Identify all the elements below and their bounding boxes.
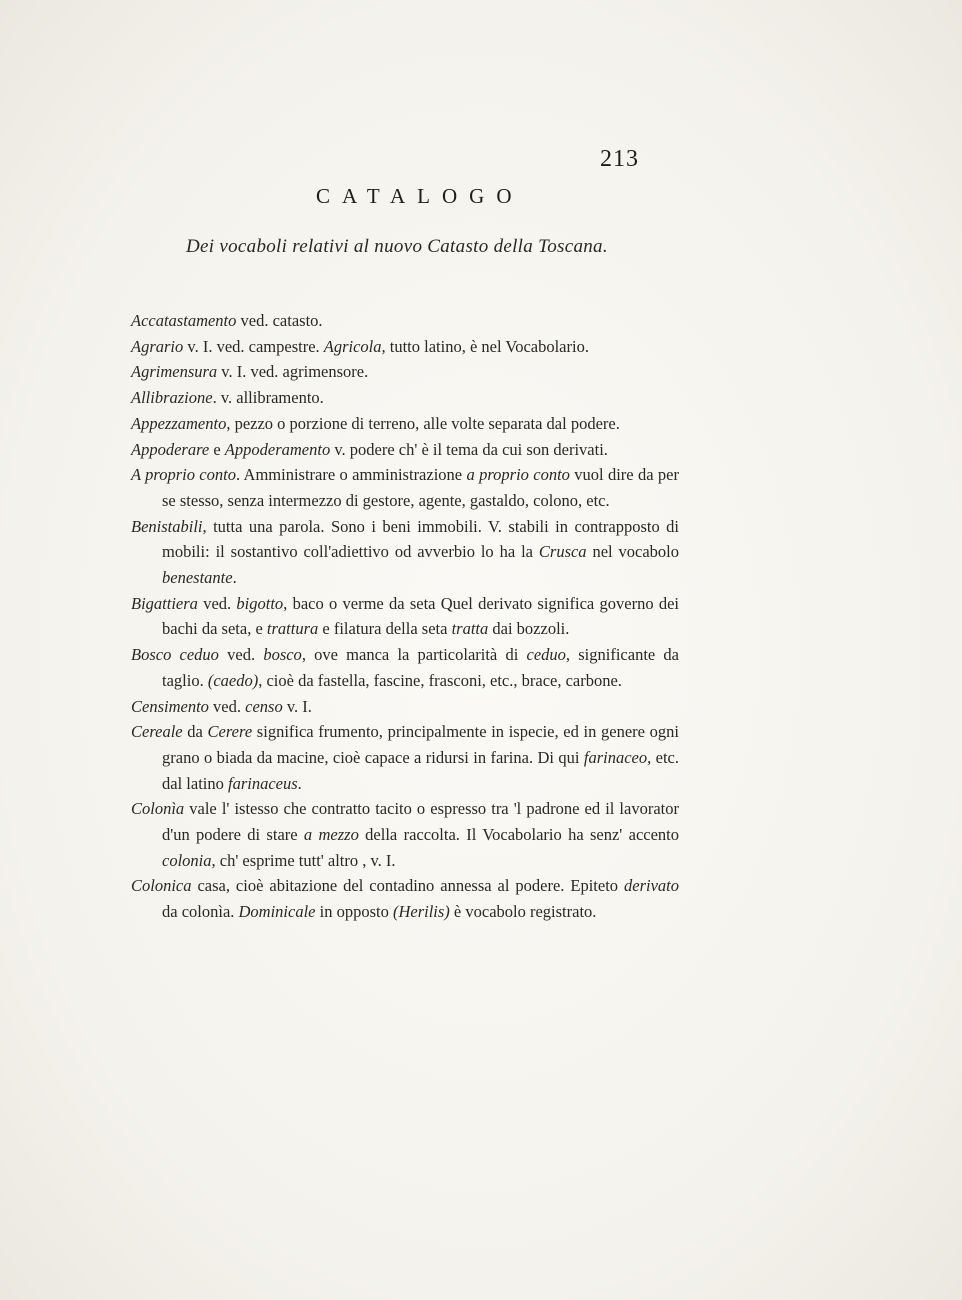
entry-term: Benistabili <box>131 516 203 536</box>
entry-text: , tutta una parola. Sono i beni immobili. V. stabili in contrapposto di mobili: il sostantivo coll'adiettivo od avverbio lo ha la <box>162 516 679 562</box>
entry-text: . Amministrare o amministrazione <box>235 465 467 485</box>
entry-term: Bigattiera <box>131 593 198 613</box>
catalog-entry <box>131 385 679 411</box>
entry-text: della raccolta. Il Vocabolario ha senz' accento <box>358 825 679 845</box>
entry-text: , pezzo o porzione di terreno, alle volte separata dal podere. <box>226 413 620 433</box>
entry-italic-text: tratta <box>451 619 489 639</box>
entry-text: e <box>209 439 225 459</box>
entry-text: nel vocabolo <box>586 542 680 562</box>
entry-term: Cereale <box>131 722 183 742</box>
entry-text: , ch' esprime tutt' altro , v. I. <box>211 850 396 870</box>
entry-italic-text: Crusca <box>538 542 587 562</box>
entry-italic-text: trattura <box>266 619 319 639</box>
entry-italic-text: colonia <box>162 850 212 870</box>
entry-italic-text: ceduo <box>526 645 566 665</box>
catalog-title: CATALOGO <box>316 184 524 208</box>
entry-italic-text: a proprio conto <box>466 465 570 485</box>
entry-text: significa frumento, principalmente in ispecie, ed in genere ogni grano o biada da macine, cioè capace a ridursi in farina. Di qui <box>162 722 680 767</box>
catalog-entry <box>131 462 679 513</box>
entry-text: , ove manca la particolarità di <box>301 645 527 665</box>
entry-italic-text: Cerere <box>207 722 253 742</box>
catalog-entry <box>131 719 679 796</box>
catalog-entry <box>131 796 679 873</box>
entry-term: Allibrazione <box>131 388 213 408</box>
entry-term: Agrario <box>131 336 184 356</box>
entry-term: A proprio conto <box>131 465 236 485</box>
entry-term: Colonica <box>131 876 192 896</box>
entry-italic-text: farinaceo <box>583 747 648 767</box>
entry-term: Appoderare <box>131 439 210 459</box>
entry-text: v. I. ved. agrimensore. <box>217 362 369 382</box>
entry-italic-text: a mezzo <box>303 825 359 845</box>
entry-text: casa, cioè abitazione del contadino annessa al podere. Epiteto <box>191 876 624 896</box>
catalog-entry <box>131 873 679 924</box>
entry-text: vuol dire da per se stesso, senza intermezzo di gestore, agente, gastaldo, colono, etc. <box>162 465 679 510</box>
entry-text: ved. <box>208 696 246 716</box>
entry-italic-text: (caedo) <box>207 670 259 690</box>
entry-text: è vocabolo registrato. <box>449 902 597 922</box>
entry-text: vale l' istesso che contratto tacito o espresso tra 'l padrone ed il lavorator d'un podere di stare <box>162 799 679 845</box>
entry-text: . <box>232 568 237 588</box>
catalog-entry <box>131 591 679 642</box>
entry-text: e filatura della seta <box>318 619 452 639</box>
entry-text: , etc. dal latino <box>162 747 680 793</box>
catalog-entry <box>131 308 679 334</box>
entry-text: ved. <box>218 645 264 665</box>
entry-italic-text: bigotto <box>236 593 284 613</box>
entry-text: v. I. ved. campestre. <box>183 336 324 356</box>
entry-term: Accatastamento <box>131 311 237 330</box>
entry-italic-text: censo <box>245 696 283 716</box>
catalog-subtitle: Dei vocaboli relativi al nuovo Catasto della Toscana. <box>186 236 608 257</box>
entry-term: Colonìa <box>131 799 185 819</box>
entry-text: da <box>182 722 208 742</box>
catalog-entry <box>131 411 679 437</box>
entry-italic-text: Dominicale <box>238 902 316 922</box>
entry-term: Bosco ceduo <box>131 645 219 665</box>
catalog-entry <box>131 359 679 385</box>
entry-text: ved. catasto. <box>236 311 323 330</box>
catalog-entry <box>131 694 679 720</box>
entry-text: dai bozzoli. <box>488 619 570 639</box>
entry-italic-text: farinaceus <box>227 773 298 793</box>
catalog-entry <box>131 514 679 591</box>
entry-text: da colonìa. <box>162 902 239 922</box>
entry-list <box>131 308 679 925</box>
entry-italic-text: Agricola <box>323 336 382 356</box>
entry-text: ved. <box>197 593 237 613</box>
entry-text: in opposto <box>315 902 393 922</box>
entry-text: . v. allibramento. <box>212 388 324 408</box>
entry-term: Censimento <box>131 696 209 716</box>
entry-text: v. I. <box>282 696 312 716</box>
catalog-entry <box>131 437 679 463</box>
entry-italic-text: benestante <box>162 568 233 588</box>
entry-italic-text: derivato <box>624 876 679 896</box>
catalog-entry <box>131 642 679 693</box>
entry-term: Appezzamento <box>131 413 227 433</box>
entry-text: , baco o verme da seta Quel derivato significa governo dei bachi da seta, e <box>162 593 679 639</box>
page-number: 213 <box>600 146 639 172</box>
entry-text: v. podere ch' è il tema da cui son derivati. <box>330 439 608 459</box>
catalog-entry <box>131 334 679 360</box>
entry-text: , tutto latino, è nel Vocabolario. <box>381 336 589 356</box>
entry-text: . <box>297 773 302 793</box>
entry-italic-text: (Herilis) <box>392 902 450 922</box>
entry-text: , cioè da fastella, fascine, frasconi, etc., brace, carbone. <box>258 670 622 690</box>
entry-text: , significante da taglio. <box>162 645 680 690</box>
entry-term: Agrimensura <box>131 362 218 382</box>
entry-italic-text: bosco <box>263 645 302 665</box>
entry-italic-text: Appoderamento <box>224 439 331 459</box>
